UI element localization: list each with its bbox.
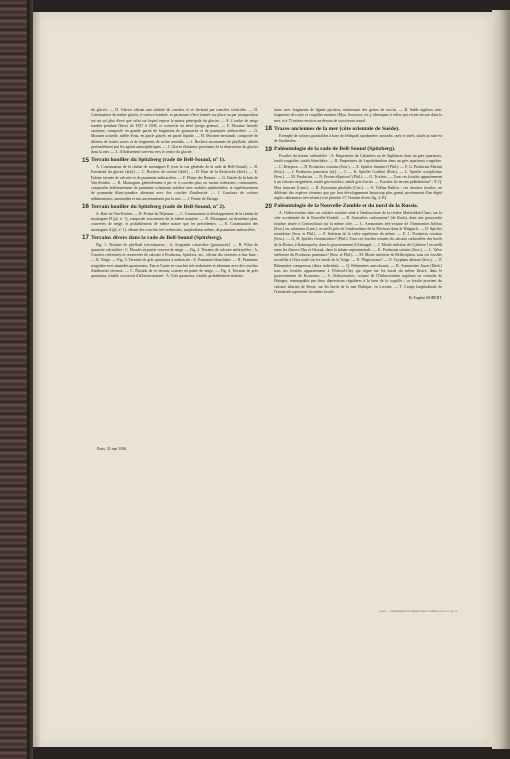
page-stack-edge [492,10,510,749]
dateline: Paris, 31 mai 1846. [97,447,128,452]
right-column [265,108,442,301]
section-title: Traces anciennes de la mer (côte orientale de Suède). [274,125,400,132]
section-body: A. Baie de Van-Keulen. — B. Pointe du Déjeuner. — C. Continuation et développement de la chaîne de montagnes H (pl. nº 1), composée exactement de la même manière. — D. Montagnes au deuxième plan, couvertes de neige, et probablement de même nature que les précédentes. — E. Continuation des montagnes A (pl. nº 1), offrant des couches très-redressées, surplombant même, de psammite anthracifère. [91,211,258,232]
section-number: 16 [82,203,89,211]
section-16 [82,203,258,233]
book-page [33,12,493,747]
section-number: 15 [82,156,89,164]
section-number: 18 [265,125,272,133]
section-title: Terrain houiller du Spitzberg (rade de Bell-Sound, nº 2). [91,203,226,210]
section-17 [82,234,258,280]
printer-imprint: PARIS. — IMPRIMERIE DE FIRMIN DIDOT FRÈRES, RUE JACOB, 56. [378,610,458,613]
right-intro-paragraph: tiaire avec fragments de lignite pyriteux, renfermant des grains de succin. — B. Sable argileux avec fragments de roche et coquilles marines (Mya, Saxicava, etc.), identiques à celles qui vivent encore dans la mer, et à 75 mètres environ au-dessus de son niveau actuel. [274,108,442,123]
section-body: A. Continuation de la chaîne de montagnes E (voir la vue générale de la rade de Bell-Sound). — B. Extrémité du glacier (ibid.) — C. Rochers de schiste (ibid.). — D. Baie de la Recherche (ibid.). — E. Falaise formée de calcaire et de psammite anthracifère. — F. Plaine des Rennes. — G. Entrée de la baie de Van-Keulen. — H. Montagnes généralement à pic et à couches plus ou moins redressées, contournées, composées inférieurement de psammite schisteuse noirâtre avec nodules sphéroïdales, et supérieurement de psammite blanc-jaunâtre alternant avec des couches d'anthracite. — I. Courbure de rochers sédimentaires, amonoïdés et mis anciennement par la mer. — J. Pointe de Partage. [91,165,258,201]
section-body: Fig. 1. Terrains de phyllade très-talqueux : A. Aragonite calcarifère (grauwacke). — B. Filon de quartzite calcarifère ; C. Éboulis en partie couvert de neige. — Fig. 2. Terrains de calcaire anthracifère : A. Couches redressées et renversées de calcaire à Productus, Spirifera, etc., offrant des cavernes à leur base ; — B. Neige. — Fig. 3. Terrains de grès quartzeux à anthracite : A. Psammite blanchâtre. — B. Psammite rougeâtre avec amandes quartzeuses. Fun et l'autre en couches très-redressées et alternant avec des couches d'anthracite terreuse. — C. Éboulis de ce terrain, couvert en partie de neige. — Fig. 4. Terrains de grès quartzeux, friable, recouvert d'alluvion marine : A. Grès quartzeux, friable, probablement tertiaire. [91,242,258,279]
section-20 [265,202,442,295]
section-number: 19 [265,145,272,153]
book-binding [0,0,27,759]
author-signature: Dr Eugène ROBERT. [408,295,442,300]
left-column [82,108,258,453]
section-title: Paléontologie de la rade de Bell-Sound (Spitzberg). [274,146,396,153]
section-number: 20 [265,202,272,210]
section-number: 17 [82,234,89,242]
section-title: Paléontologie de la Nouvelle-Zemble et du nord de la Russie. [274,203,419,210]
section-body: A. Orthoceratites dans un calcaire noirâtre situé à l'embouchure de la rivière Matotchkin-Charr, sur la côte occidentale de la Nouvelle-Zemble. — B. Goniatites carbonarius? (de Buch), dans une grauwacke noirâtre située à Contaschiara sur la même côte. — C. Ammonites très-voisine de l'Ammonites biflexa (Sow.) ou subsimea (Lam.), recueilli près de l'embouchure de la Petchora dans le Waïgatch. — D. Spirifer rotundatus (Sow. et Phil.). — F. Intérieur de la valve supérieure du même. — E. L. Productus costatus (Sow.). — G, H. Spirifer rhomboideus? (Phil.). Tous ces fossiles extraits du calcaire carbonifère des bords de la Dwina, à Kolmogorhy, dans le gouvernement d'Arkangel. — I. Moule intérieur de Cythérea ? recueilli entre les fleuves Oka et Ossouk, dans la falaise septentrionale. — K. Productus striatus (Sow.). — L. Valve inférieure du Productus punctatus? (Sow. et Phil.). — M. Moule intérieur de Bellerophon, tous ces fossiles recueillis à l'état roulé sur les bords de la Volga. — N. Plagiostoma? — O. Gryphæa dilatata (Sow.). — P. Belemnites compressus (deux individus). — Q. Belemnites unicolourus. — R. Ammonites Jason (Desh.) tous ces fossiles appartiennent à l'Oxford-Clay qui règne sur les bords du même fleuve, dans le gouvernement de Kostroma. — S. Orthoceratites, voisine de l'Orthoceratites regularis ou centralis de Hisinger, remarquable par deux dépressions régulières à la base de la coquille ; ce fossile provient du calcaire silurien de Reval, sur les bords de la mer Baltique, en Livonie. — T. Coupe longitudinale de l'extrémité supérieure du même fossile. [274,211,442,294]
section-15 [82,156,258,202]
section-body: Exemple de rochers granitoïdes à base de feldspath spodumène, arrondis, usés et striés, situés au sud-est de Stockholm. [274,133,442,143]
left-intro-paragraph: du glacier. — D. Glacier offrant une infinité de couches et se divisant par tranches verticales. — D. Continuation du même glacier, à surface bombée, et paraissant s'être formée sur place ou par juxtaposition sur un sol plus élevé que celui sur lequel repose la masse principale du glacier. — E. Couche de neige tombée pendant l'hiver de 1837 à 1838, et convertie en névé (neige grenue). — F. Moraine latérale ancienne, composée en grande partie de fragments de grauwacke et de psammite anthracifère. — G. Moraine actuelle, mêlée d'eau, en partie glacée, en partie liquide. — H. Moraine terminale, composée de détritus de toutes sortes et de fragments de roche arrondis. — I. Rochers moutonnés de phyllade, altérés profondément par les agents atmosphériques. — J. Glaces flottantes provenant de la destruction du glacier dans la mer. — L. Affaissement survenu vers le centre du glacier. [91,108,258,154]
section-18 [265,125,442,144]
section-title: Terrains divers dans la rade de Bell-Sound (Spitzberg). [91,234,223,241]
section-19 [265,145,442,201]
gutter-shadow [33,12,41,747]
section-body: Fossiles du terrain carbonifère : A. Empreintes de Calamites ou de Sigillaires dans un grès quartzeux, tantôt rougeâtre, tantôt blanchâtre. — B. Empreintes de Lepidodendron dans un grès quartzeux rougeâtre. — C. Retepora. — D. Productus costatus (Sow.). — E. Spirifer lineatus? (Phil.). — F, G. Productus Martini (Sow.). — I. Productus punctatus (id.). — J. — K. Spirifer Cordieri (Rob.). — L. Spirifer octoplicatus (Sow.). — M. Productus. — N. Pecten ellipticus? (Phil.). — O. Trochus. — Tous ces fossiles appartiennent à un calcaire magnésien, tantôt gris-noirâtre, tantôt gris d'acier. — Fossiles du terrain paléothérien? : P, Q. Mya truncata (Linn.). — R. Kyssomia pholadis (Cuv.). — S. Tellina Baltica ; ces derniers fossiles, ne différant des espèces vivantes que par leur développement beaucoup plus grand, proviennent d'un dépôt argilo-sablonneux très-récent (voir planche 17, Terrains divers fig. 4, B). [274,154,442,201]
section-title: Terrain houiller du Spitzberg (rade de Bell-Sound, nº 1). [91,157,226,164]
